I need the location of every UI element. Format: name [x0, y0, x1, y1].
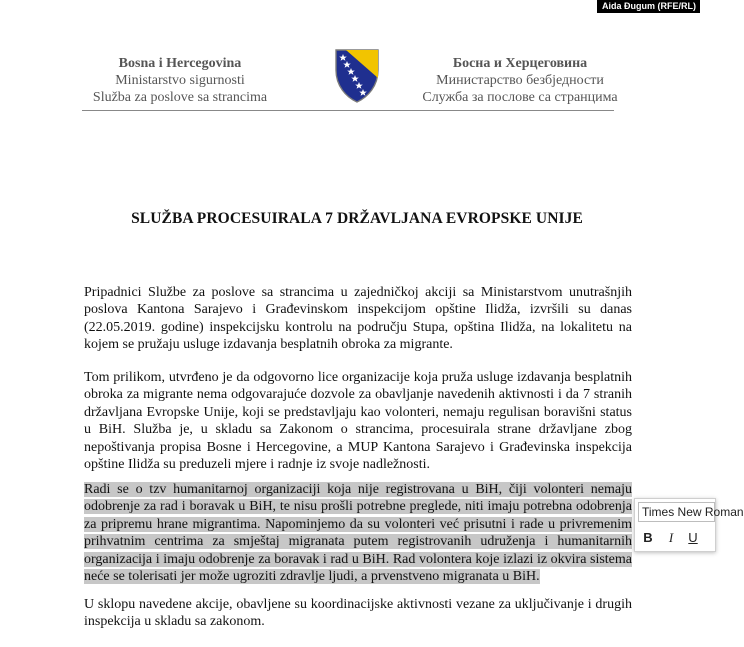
- font-name-field[interactable]: Times New Roman: [638, 502, 715, 522]
- paragraph-1: Pripadnici Službe za poslove sa strancima u zajedničkoj akciji sa Ministarstvom unutrašnjih poslova Kantona Sarajevo i Građevinskom inspekcijom opštine Ilidža, izvršili su danas (22.05.2019. godine) inspekcijsku kontrolu na području Stupa, opština Ilidža, na lokalitetu na kojem se pružaju usluge izdavanja besplatnih obroka za migrante.: [84, 285, 632, 353]
- header-country-latin: Bosna i Hercegovina: [118, 56, 242, 71]
- coat-of-arms-icon: [334, 48, 380, 104]
- paragraph-4: U sklopu navedene akcije, obavljene su koordinacijske aktivnosti vezane za uključivanje i drugih inspekcija u skladu sa zakonom.: [84, 597, 632, 630]
- header-ministry-cyrillic: Министарство безбједности: [436, 73, 604, 88]
- bold-button[interactable]: B: [643, 530, 653, 545]
- header-service-cyrillic: Служба за послове са странцима: [422, 90, 618, 105]
- italic-button[interactable]: I: [668, 530, 674, 545]
- header-left-latin: [82, 55, 278, 106]
- photo-credit: Aida Đugum (RFE/RL): [597, 0, 700, 13]
- header-right-cyrillic: [408, 55, 632, 106]
- underline-button[interactable]: U: [688, 530, 698, 545]
- text-selection[interactable]: Radi se o tzv humanitarnoj organizaciji koja nije registrovana u BiH, čiji volonteri nemaju odobrenje za rad i boravak u BiH, te nisu prošli potrebne preglede, niti imaju potrebna odobrenja za pripremu hrane migrantima. Napominjemo da su volonteri već prisutni i rade u privremenim prihvatnim centrima za smještaj migranata putem registrovanih udruženja i humanitarnih organizacija i imaju odobrenje za boravak i rad u BiH. Rad volontera koje izlazi iz okvira sistema neće se tolerisati jer može ugroziti zdravlje ljudi, a prvenstveno migranata u BiH.: [84, 482, 632, 585]
- paragraph-2: Tom prilikom, utvrđeno je da odgovorno lice organizacije koja pruža usluge izdavanja besplatnih obroka za migrante nema odgovarajuće dozvole za obavljanje navedenih aktivnosti i da 7 stranih državljana Evropske Unije, koji se predstavljaju kao volonteri, nemaju regulisan boravišni status u BiH. Služba je, u skladu sa Zakonom o strancima, procesuirala strane državljane zbog nepoštivanja propisa Bosne i Hercegovine, a MUP Kantona Sarajevo i Građevinska inspekcija opštine Ilidža su preduzeli mjere i radnje iz svoje nadležnosti.: [84, 370, 632, 473]
- document-title: SLUŽBA PROCESUIRALA 7 DRŽAVLJANA EVROPSKE UNIJE: [131, 210, 583, 227]
- header-service-latin: Služba za poslove sa strancima: [92, 90, 268, 105]
- header-ministry-latin: Ministarstvo sigurnosti: [115, 73, 245, 88]
- paragraph-3-highlighted[interactable]: [84, 481, 632, 585]
- header-divider: [82, 110, 614, 111]
- format-toolbar: [634, 498, 744, 552]
- header-country-cyrillic: Босна и Херцеговина: [452, 56, 588, 71]
